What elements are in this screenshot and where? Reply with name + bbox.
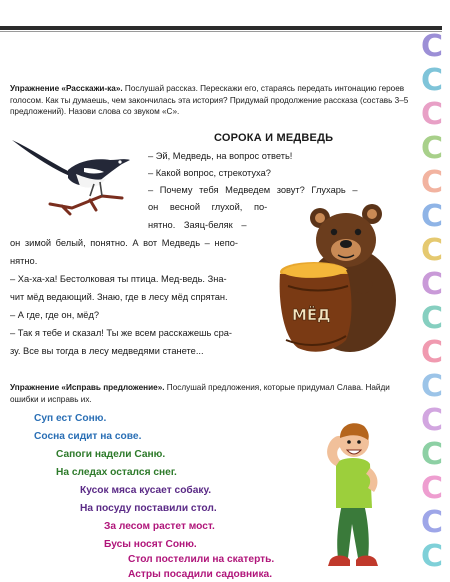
border-letter: С [420,97,444,132]
border-letter: С [420,471,444,506]
border-letter: С [420,199,444,234]
story-title: СОРОКА И МЕДВЕДЬ [214,132,334,144]
border-letter: С [420,539,444,574]
sentence: Бусы носят Соню. [104,539,197,550]
border-letter: С [420,335,444,370]
border-letter: С [420,403,444,438]
story-line: – Так я тебе и сказал! Ты же всем расскажешь сра- [10,328,233,338]
sentence: За лесом растет мост. [104,521,215,532]
story-line: чит мёд ведающий. Знаю, где в лесу мёд спрятан. [10,292,228,302]
story-line: нятно. [10,256,38,266]
sentence: Стол постелили на скатерть. [128,554,275,565]
border-letter: С [420,437,444,472]
sentence: Суп ест Соню. [34,413,107,424]
border-letter: С [420,30,444,64]
boy-illustration [320,412,392,572]
exercise1-instructions [10,83,410,118]
border-letter: С [420,131,444,166]
decorative-letter-border [414,30,450,582]
border-letter: С [420,369,444,404]
sentence: Астры посадили садовника. [128,569,273,580]
story-line: – А где, где он, мёд? [10,310,100,320]
top-rule [0,26,442,30]
magpie-illustration [10,138,135,216]
bear-illustration [276,200,408,360]
exercise2-instructions [10,382,405,405]
sentence: Сосна сидит на сове. [34,431,142,442]
story-line: – Эй, Медведь, на вопрос ответь! [148,151,293,161]
honey-pot-label: МЁД [292,306,331,324]
story-line: нятно. Заяц-беляк – [148,220,247,230]
border-letter: С [420,505,444,540]
sentence: На посуду поставили стол. [80,503,217,514]
story-line: – Ха-ха-ха! Бестолковая ты птица. Мед-ведь. Зна- [10,274,227,284]
sentence: Кусок мяса кусает собаку. [80,485,212,496]
top-rule-thin [0,31,442,32]
border-letter: С [420,301,444,336]
story-line: – Какой вопрос, стрекотуха? [148,168,271,178]
exercise1-text: Послушай рассказ. Перескажи его, стараясь передать интонацию героев голосом. Как ты думаешь, чем закончилась эта история? Придумай продолжение рассказа (составь 3–5 предложений). Назови слова со звуком «С». [10,84,409,116]
story-line: он весной глухой, по- [148,202,268,212]
border-letter: С [420,63,444,98]
border-letter: С [420,165,444,200]
border-letter: С [420,233,444,268]
story-line: зу. Все вы тогда в лесу медведями станете... [10,346,204,356]
sentence: Сапоги надели Саню. [56,449,166,460]
story-line: он зимой белый, понятно. А вот Медведь – непо- [10,238,239,248]
border-letter: С [420,267,444,302]
exercise2-title: Упражнение «Исправь предложение». [10,383,165,392]
story-line: – Почему тебя Медведем зовут? Глухарь – [148,185,358,195]
exercise1-title: Упражнение «Расскажи-ка». [10,84,123,93]
sentence: На следах остался снег. [56,467,177,478]
exercise2-text: Послушай предложения, которые придумал Слава. Найди ошибки и исправь их. [10,383,390,404]
